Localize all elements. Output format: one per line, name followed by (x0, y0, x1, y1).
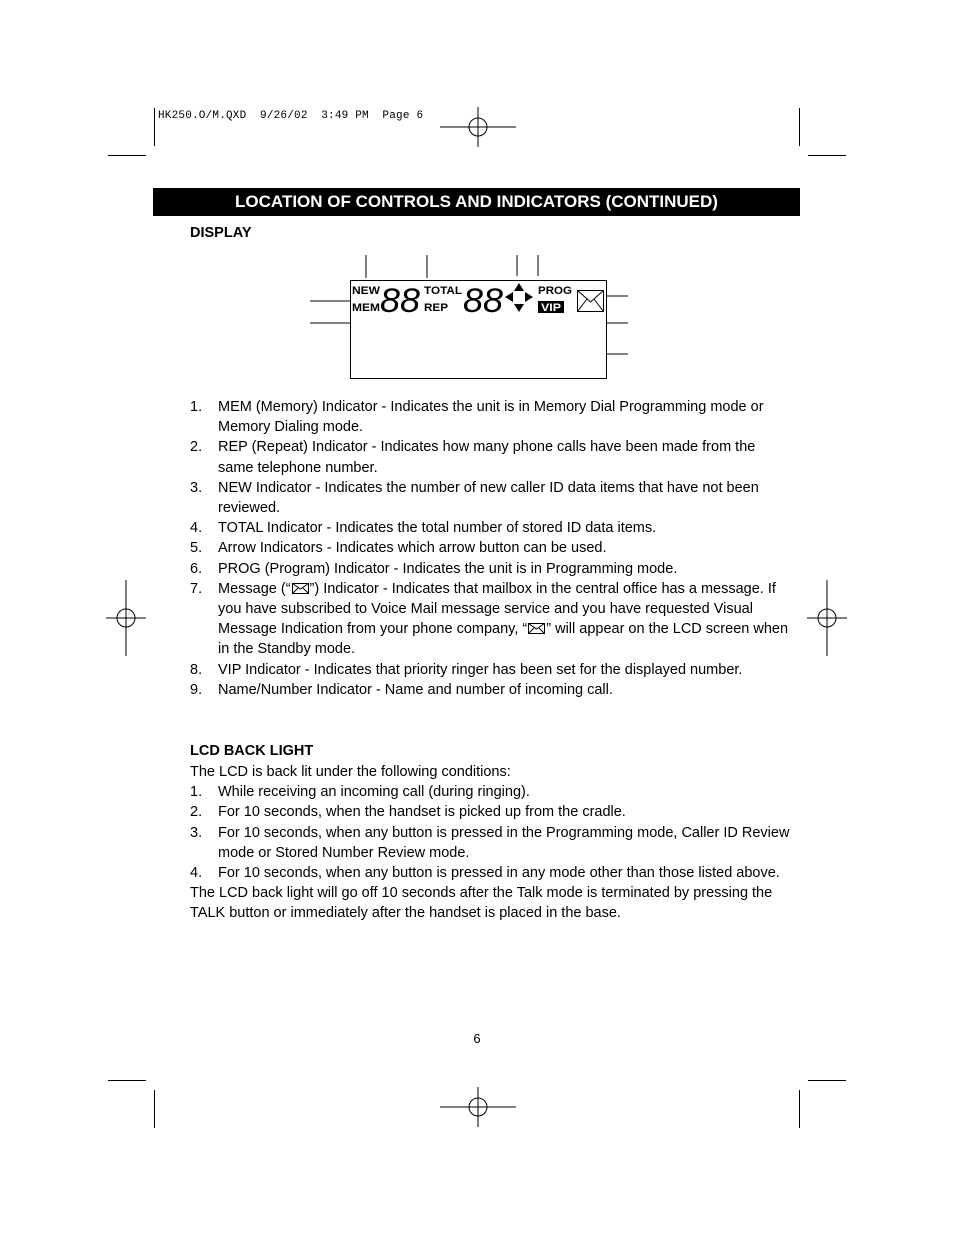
list-text: While receiving an incoming call (during ringing). (218, 784, 530, 801)
lcd-diagram (300, 250, 640, 385)
backlight-condition-list (190, 782, 790, 883)
crop-mark (808, 1080, 846, 1081)
lcd-digits-mem: 88 (380, 282, 421, 320)
list-item (190, 518, 790, 538)
list-number: 5. (190, 540, 203, 557)
list-item (190, 823, 790, 863)
registration-mark-icon (807, 580, 847, 656)
crop-mark (808, 155, 846, 156)
list-text: MEM (Memory) Indicator - Indicates the unit is in Memory Dial Programming mode or Memory Dialing mode. (218, 399, 764, 436)
list-text-part: ” will appear on the LCD screen when in the Standby mode. (218, 621, 789, 658)
lcd-total-label: TOTAL (424, 285, 463, 297)
print-slug: HK250.O/M.QXD 9/26/02 3:49 PM Page 6 (158, 110, 424, 122)
registration-mark-icon (106, 580, 146, 656)
lcd-new-label: NEW (352, 285, 381, 297)
list-text: Arrow Indicators - Indicates which arrow button can be used. (218, 540, 607, 557)
list-text-part: ”) Indicator - Indicates that mailbox in the central office has a message. If you have subscribed to Voice Mail message service and you have requested Visual Message Indication from your phone company, “ (218, 580, 776, 638)
crop-mark (799, 1090, 800, 1128)
backlight-outro: The LCD back light will go off 10 seconds after the Talk mode is terminated by pressing the TALK button or immediately after the handset is placed in the base. (190, 885, 773, 922)
list-item (190, 538, 790, 558)
display-heading: DISPLAY (190, 225, 252, 241)
list-number: 2. (190, 439, 203, 456)
registration-mark-icon (440, 1087, 516, 1127)
list-number: 1. (190, 784, 203, 801)
list-number: 1. (190, 399, 203, 415)
list-item (190, 863, 790, 883)
section-title: LOCATION OF CONTROLS AND INDICATORS (CONTINUED) (153, 188, 800, 216)
display-indicator-list (190, 397, 790, 700)
backlight-heading: LCD BACK LIGHT (190, 743, 314, 759)
crop-mark (154, 1090, 155, 1128)
list-item (190, 579, 790, 660)
list-number: 8. (190, 661, 203, 678)
list-text: For 10 seconds, when the handset is picked up from the cradle. (218, 804, 626, 821)
list-text-part: Message (“ (218, 580, 291, 597)
list-number: 3. (190, 479, 203, 496)
crop-mark (108, 155, 146, 156)
lcd-mem-label: MEM (352, 302, 380, 314)
crop-mark (799, 108, 800, 146)
list-number: 4. (190, 520, 203, 537)
backlight-block (190, 762, 790, 924)
lcd-rep-label: REP (424, 302, 448, 314)
list-number: 6. (190, 560, 203, 577)
list-item (190, 660, 790, 680)
list-number: 7. (190, 580, 203, 597)
list-text: TOTAL Indicator - Indicates the total number of stored ID data items. (218, 520, 657, 537)
backlight-intro: The LCD is back lit under the following conditions: (190, 764, 511, 780)
list-item (190, 782, 790, 802)
page-number: 6 (473, 1031, 481, 1046)
crop-mark (108, 1080, 146, 1081)
crop-mark (154, 108, 155, 146)
lcd-prog-label: PROG (538, 285, 572, 297)
list-text: NEW Indicator - Indicates the number of new caller ID data items that have not been reviewed. (218, 479, 759, 517)
lcd-digits-total: 88 (463, 282, 504, 320)
list-item (190, 397, 790, 437)
list-item (190, 559, 790, 579)
lcd-vip-label: VIP (541, 302, 561, 314)
list-text: REP (Repeat) Indicator - Indicates how many phone calls have been made from the same telephone number. (218, 439, 756, 476)
list-item (190, 680, 790, 700)
list-text: PROG (Program) Indicator - Indicates the unit is in Programming mode. (218, 560, 678, 577)
registration-mark-icon (440, 107, 516, 147)
display-list-block (190, 397, 790, 700)
list-text: For 10 seconds, when any button is pressed in any mode other than those listed above. (218, 865, 780, 882)
list-item (190, 802, 790, 822)
list-number: 3. (190, 824, 203, 841)
list-text: For 10 seconds, when any button is pressed in the Programming mode, Caller ID Review mode or Stored Number Review mode. (218, 824, 790, 861)
list-text: VIP Indicator - Indicates that priority ringer has been set for the displayed number. (218, 661, 743, 678)
envelope-icon (528, 623, 545, 634)
envelope-icon (292, 583, 309, 594)
list-item (190, 437, 790, 477)
list-item (190, 478, 790, 518)
list-number: 4. (190, 865, 203, 882)
list-number: 2. (190, 804, 203, 821)
list-number: 9. (190, 681, 203, 698)
list-text: Name/Number Indicator - Name and number of incoming call. (218, 681, 613, 698)
